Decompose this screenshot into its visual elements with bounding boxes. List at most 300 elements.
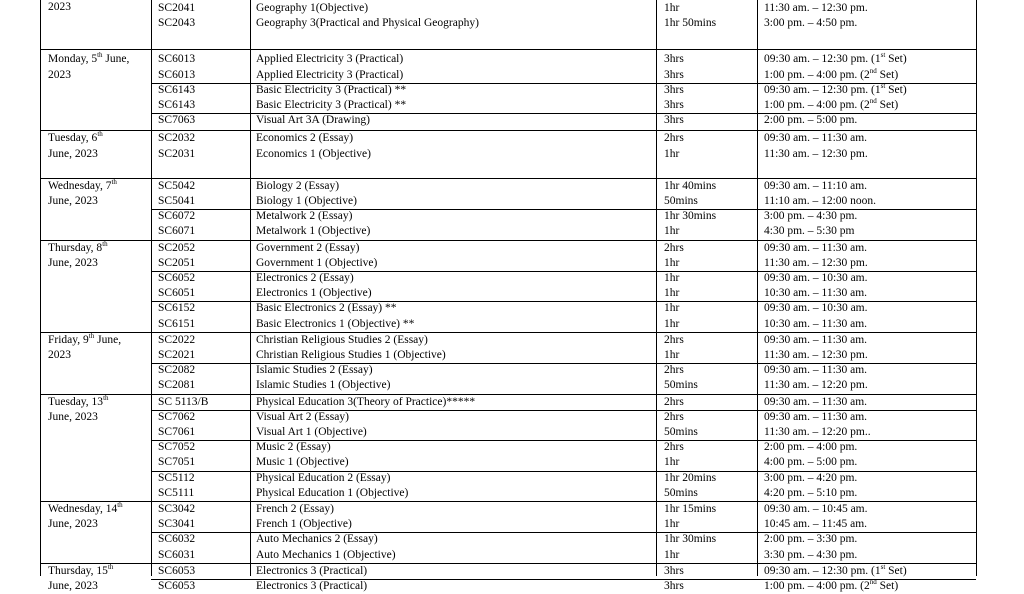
exam-subject <box>256 113 370 128</box>
exam-subject <box>256 317 414 332</box>
exam-time-text: 09:30 am. – 10:45 am. <box>764 503 868 515</box>
exam-duration <box>664 256 679 271</box>
exam-subject <box>256 209 352 224</box>
exam-code-text: SC6052 <box>158 272 196 284</box>
exam-date <box>48 68 71 83</box>
date-ordinal: th <box>103 393 109 402</box>
exam-code-text: SC6053 <box>158 580 196 592</box>
exam-time <box>764 52 907 67</box>
exam-duration <box>664 271 679 286</box>
exam-code-text: SC7062 <box>158 410 196 423</box>
exam-date <box>48 0 71 15</box>
exam-code-text: SC2051 <box>158 256 196 269</box>
exam-time-text: 3:00 pm. – 4:20 pm. <box>764 471 858 484</box>
exam-code-text: SC3042 <box>158 503 196 515</box>
exam-subject-text: Biology 1 (Objective) <box>256 195 357 207</box>
exam-duration-text: 1hr <box>664 317 680 330</box>
exam-code <box>158 301 195 316</box>
exam-code <box>158 113 195 128</box>
date-text: June, 2023 <box>48 256 98 269</box>
exam-time-text: 09:30 am. – 11:30 am. <box>764 395 868 408</box>
exam-duration-text: 1hr 15mins <box>664 503 717 515</box>
exam-time <box>764 271 868 286</box>
exam-date <box>48 194 98 209</box>
exam-subject-text: Economics 2 (Essay) <box>256 132 354 145</box>
exam-time <box>764 83 907 98</box>
exam-code-text: SC2041 <box>158 2 196 14</box>
set-ordinal: nd <box>869 578 877 586</box>
exam-time <box>764 16 857 31</box>
exam-time-text: Set) <box>885 53 907 66</box>
exam-time <box>764 68 898 83</box>
exam-subject <box>256 131 353 146</box>
column-divider <box>976 0 977 576</box>
date-ordinal: th <box>102 239 108 248</box>
exam-duration <box>664 517 679 532</box>
exam-date <box>48 410 98 425</box>
exam-time-text: 4:30 pm. – 5:30 pm <box>764 225 855 238</box>
exam-duration <box>664 548 679 563</box>
exam-duration-text: 1hr <box>664 548 680 561</box>
exam-duration <box>664 68 684 83</box>
exam-subject-text: Government 1 (Objective) <box>256 256 378 269</box>
exam-code-text: SC7051 <box>158 456 196 469</box>
exam-time <box>764 564 907 579</box>
exam-time <box>764 301 868 316</box>
exam-code-text: SC6013 <box>158 68 196 81</box>
exam-code-text: SC6152 <box>158 302 196 315</box>
date-text: Wednesday, 14 <box>48 503 118 515</box>
exam-subject <box>256 83 406 98</box>
exam-code-text: SC5042 <box>158 179 196 192</box>
exam-code <box>158 440 195 455</box>
exam-duration-text: 1hr <box>664 225 680 238</box>
exam-duration <box>664 194 698 209</box>
exam-subject-text: Applied Electricity 3 (Practical) <box>256 68 404 81</box>
date-text: June, 2023 <box>48 410 98 423</box>
exam-subject <box>256 348 446 363</box>
exam-time <box>764 179 867 194</box>
exam-code-text: SC7061 <box>158 426 196 438</box>
exam-time <box>764 378 868 393</box>
exam-subject-text: Auto Mechanics 1 (Objective) <box>256 548 396 561</box>
exam-duration <box>664 1 679 16</box>
date-text: Friday, 9 <box>48 333 89 346</box>
exam-time <box>764 455 857 470</box>
exam-subject <box>256 98 406 113</box>
exam-date <box>48 348 71 363</box>
exam-duration-text: 2hrs <box>664 333 684 346</box>
date-ordinal: th <box>117 501 123 509</box>
exam-time-text: 2:00 pm. – 4:00 pm. <box>764 441 858 454</box>
exam-time-text: Set) <box>876 99 899 111</box>
exam-date <box>48 517 98 532</box>
exam-code <box>158 395 208 410</box>
exam-subject <box>256 440 331 455</box>
exam-subject <box>256 395 475 410</box>
exam-code <box>158 333 195 348</box>
exam-time-text: 09:30 am. – 10:30 am. <box>764 302 868 315</box>
exam-duration <box>664 440 684 455</box>
exam-time-text: 09:30 am. – 11:30 am. <box>764 364 868 377</box>
row-divider <box>151 471 976 472</box>
exam-time <box>764 363 867 378</box>
exam-subject-text: French 1 (Objective) <box>256 518 352 531</box>
exam-duration-text: 3hrs <box>664 580 684 592</box>
exam-duration <box>664 16 716 31</box>
exam-subject-text: Basic Electronics 1 (Objective) ** <box>256 317 415 330</box>
exam-time-text: 11:30 am. – 12:30 pm. <box>764 2 868 14</box>
exam-time <box>764 410 867 425</box>
exam-subject <box>256 410 349 425</box>
exam-time-text: 09:30 am. – 11:30 am. <box>764 410 868 423</box>
exam-code <box>158 1 195 16</box>
exam-subject <box>256 1 368 16</box>
exam-code-text: SC6053 <box>158 564 196 577</box>
date-text: June, <box>94 333 122 346</box>
exam-time <box>764 241 867 256</box>
exam-duration-text: 1hr <box>664 147 680 160</box>
exam-time <box>764 502 868 517</box>
exam-time-text: 1:00 pm. – 4:00 pm. (2 <box>764 580 870 592</box>
date-text: Thursday, 8 <box>48 241 103 254</box>
exam-date <box>48 147 98 162</box>
exam-subject <box>256 363 373 378</box>
exam-duration <box>664 363 684 378</box>
exam-subject-text: French 2 (Essay) <box>256 503 334 515</box>
exam-time-text: 2:00 pm. – 5:00 pm. <box>764 114 858 127</box>
exam-code-text: SC2021 <box>158 349 196 361</box>
exam-time <box>764 131 867 146</box>
exam-time-text: 1:00 pm. – 4:00 pm. (2 <box>764 68 870 81</box>
exam-code <box>158 256 195 271</box>
exam-subject <box>256 224 370 239</box>
exam-time-text: 11:30 am. – 12:30 pm. <box>764 147 868 160</box>
exam-duration-text: 1hr <box>664 272 680 284</box>
exam-subject-text: Geography 1(Objective) <box>256 2 369 14</box>
exam-subject <box>256 271 354 286</box>
exam-code <box>158 194 195 209</box>
exam-duration <box>664 131 684 146</box>
exam-subject-text: Christian Religious Studies 1 (Objective) <box>256 349 446 361</box>
exam-code <box>158 286 195 301</box>
exam-code-text: SC7063 <box>158 114 196 127</box>
exam-subject-text: Auto Mechanics 2 (Essay) <box>256 533 378 546</box>
exam-code <box>158 147 195 162</box>
exam-time <box>764 1 868 16</box>
exam-code <box>158 131 195 146</box>
exam-code <box>158 378 195 393</box>
exam-time <box>764 256 868 271</box>
exam-subject-text: Christian Religious Studies 2 (Essay) <box>256 333 428 346</box>
exam-duration <box>664 179 716 194</box>
exam-time <box>764 194 876 209</box>
exam-duration-text: 1hr 30mins <box>664 210 717 223</box>
exam-subject <box>256 301 397 316</box>
exam-code-text: SC7052 <box>158 441 196 454</box>
exam-code-text: SC6071 <box>158 225 196 238</box>
exam-time-text: 09:30 am. – 12:30 pm. (1 <box>764 53 881 66</box>
exam-date <box>48 564 113 579</box>
exam-code-text: SC6032 <box>158 533 196 546</box>
exam-subject <box>256 333 428 348</box>
exam-time-text: 10:30 am. – 11:30 am. <box>764 317 868 330</box>
date-text: Tuesday, 6 <box>48 132 98 145</box>
exam-code-text: SC6143 <box>158 83 196 96</box>
date-text: 2023 <box>48 68 71 81</box>
exam-duration-text: 1hr 40mins <box>664 179 717 192</box>
exam-time-text: Set) <box>885 83 907 96</box>
exam-subject <box>256 16 479 31</box>
exam-code <box>158 68 195 83</box>
exam-time-text: 09:30 am. – 12:30 pm. (1 <box>764 564 881 577</box>
exam-duration <box>664 241 684 256</box>
exam-code-text: SC6013 <box>158 53 196 66</box>
exam-subject <box>256 532 378 547</box>
exam-subject-text: Basic Electricity 3 (Practical) ** <box>256 99 407 111</box>
exam-code-text: SC6143 <box>158 99 196 111</box>
date-text: June, 2023 <box>48 518 98 531</box>
date-text: June, 2023 <box>48 580 98 592</box>
exam-subject-text: Physical Education 2 (Essay) <box>256 471 391 484</box>
exam-code <box>158 224 195 239</box>
exam-code-text: SC 5113/B <box>158 395 209 408</box>
exam-time-text: 09:30 am. – 11:10 am. <box>764 179 868 192</box>
exam-duration <box>664 502 716 517</box>
exam-code <box>158 241 195 256</box>
exam-date <box>48 256 98 271</box>
exam-time-text: 3:30 pm. – 4:30 pm. <box>764 548 858 561</box>
exam-code-text: SC2031 <box>158 147 196 160</box>
exam-code <box>158 532 195 547</box>
exam-time-text: 3:00 pm. – 4:30 pm. <box>764 210 858 223</box>
exam-duration <box>664 224 679 239</box>
exam-duration-text: 1hr <box>664 456 680 469</box>
date-text: 2023 <box>48 349 71 361</box>
column-divider <box>250 0 251 576</box>
exam-duration <box>664 564 684 579</box>
exam-duration <box>664 486 698 501</box>
set-ordinal: st <box>880 51 886 60</box>
exam-duration <box>664 317 679 332</box>
exam-duration <box>664 52 684 67</box>
exam-duration-text: 1hr <box>664 302 680 315</box>
exam-time-text: Set) <box>876 580 899 592</box>
exam-time <box>764 286 867 301</box>
exam-code-text: SC2082 <box>158 364 196 377</box>
exam-code-text: SC2032 <box>158 132 196 145</box>
exam-duration <box>664 532 716 547</box>
column-divider <box>151 0 152 576</box>
date-text: 2023 <box>48 1 71 13</box>
exam-time <box>764 548 857 563</box>
exam-time-text: 11:30 am. – 12:30 pm. <box>764 349 868 361</box>
exam-time <box>764 579 898 594</box>
exam-duration-text: 3hrs <box>664 114 684 127</box>
exam-date <box>48 179 117 194</box>
exam-subject-text: Economics 1 (Objective) <box>256 147 371 160</box>
exam-subject <box>256 286 372 301</box>
exam-duration-text: 2hrs <box>664 395 684 408</box>
exam-time-text: 11:10 am. – 12:00 noon. <box>764 195 877 207</box>
exam-code-text: SC6072 <box>158 210 196 223</box>
exam-code <box>158 564 195 579</box>
exam-time-text: 09:30 am. – 11:30 am. <box>764 333 868 346</box>
exam-code-text: SC2022 <box>158 333 196 346</box>
exam-duration <box>664 348 679 363</box>
exam-time <box>764 395 867 410</box>
exam-time-text: 09:30 am. – 12:30 pm. (1 <box>764 83 881 96</box>
exam-time <box>764 532 857 547</box>
exam-date <box>48 579 98 594</box>
exam-duration <box>664 286 679 301</box>
exam-subject-text: Physical Education 1 (Objective) <box>256 486 409 499</box>
exam-code-text: SC2052 <box>158 241 196 254</box>
exam-duration-text: 3hrs <box>664 68 684 81</box>
exam-code-text: SC2081 <box>158 379 196 392</box>
exam-duration <box>664 410 684 425</box>
exam-time <box>764 348 868 363</box>
exam-time <box>764 147 868 162</box>
exam-duration-text: 3hrs <box>664 99 684 111</box>
exam-duration <box>664 83 684 98</box>
exam-duration-text: 1hr 30mins <box>664 533 717 546</box>
exam-time <box>764 440 857 455</box>
exam-date <box>48 502 123 517</box>
exam-subject-text: Electronics 3 (Practical) <box>256 580 368 592</box>
exam-subject <box>256 564 367 579</box>
exam-duration-text: 1hr <box>664 349 680 361</box>
exam-code <box>158 348 195 363</box>
exam-time <box>764 224 854 239</box>
exam-subject <box>256 502 334 517</box>
exam-time-text: 4:00 pm. – 5:00 pm. <box>764 456 858 469</box>
exam-duration <box>664 455 679 470</box>
exam-duration <box>664 113 684 128</box>
row-divider <box>151 83 976 84</box>
exam-time-text: 1:00 pm. – 4:00 pm. (2 <box>764 99 870 111</box>
exam-subject <box>256 548 396 563</box>
exam-code <box>158 455 195 470</box>
exam-code-text: SC5041 <box>158 195 196 207</box>
exam-subject-text: Visual Art 3A (Drawing) <box>256 114 370 127</box>
exam-time-text: 4:20 pm. – 5:10 pm. <box>764 486 858 499</box>
exam-time <box>764 98 898 113</box>
exam-duration-text: 2hrs <box>664 364 684 377</box>
exam-subject-text: Islamic Studies 2 (Essay) <box>256 364 373 377</box>
date-text: June, 2023 <box>48 147 98 160</box>
exam-duration <box>664 147 679 162</box>
exam-code <box>158 502 195 517</box>
exam-code <box>158 16 195 31</box>
exam-duration-text: 2hrs <box>664 241 684 254</box>
exam-time-text: Set) <box>885 564 907 577</box>
exam-duration <box>664 395 684 410</box>
exam-duration-text: 1hr <box>664 518 680 531</box>
exam-duration <box>664 471 716 486</box>
row-divider <box>151 209 976 210</box>
exam-code <box>158 98 195 113</box>
exam-duration-text: 3hrs <box>664 53 684 66</box>
exam-duration-text: 2hrs <box>664 410 684 423</box>
exam-subject <box>256 378 390 393</box>
exam-time-text: 3:00 pm. – 4:50 pm. <box>764 17 858 30</box>
exam-subject-text: Visual Art 1 (Objective) <box>256 426 367 438</box>
exam-subject-text: Music 2 (Essay) <box>256 441 331 454</box>
exam-time <box>764 425 871 440</box>
row-divider <box>40 49 976 50</box>
date-text: Tuesday, 13 <box>48 395 104 408</box>
row-divider <box>151 301 976 302</box>
date-ordinal: th <box>88 331 95 340</box>
row-divider <box>151 579 976 580</box>
exam-date <box>48 131 103 146</box>
exam-subject <box>256 579 367 594</box>
exam-code <box>158 425 195 440</box>
exam-code-text: SC5111 <box>158 486 195 499</box>
exam-subject-text: Electronics 3 (Practical) <box>256 564 368 577</box>
exam-subject-text: Electronics 2 (Essay) <box>256 272 354 284</box>
exam-duration-text: 1hr <box>664 2 680 14</box>
column-divider <box>40 0 41 576</box>
exam-duration <box>664 333 684 348</box>
exam-code <box>158 548 195 563</box>
exam-subject-text: Metalwork 2 (Essay) <box>256 210 353 223</box>
set-ordinal: nd <box>869 97 877 105</box>
exam-time-text: 11:30 am. – 12:30 pm. <box>764 256 868 269</box>
exam-time <box>764 317 867 332</box>
exam-time-text: 2:00 pm. – 3:30 pm. <box>764 533 858 546</box>
exam-code-text: SC6051 <box>158 287 196 300</box>
date-text: June, <box>102 53 130 66</box>
exam-duration-text: 3hrs <box>664 564 684 577</box>
exam-time-text: 11:30 am. – 12:20 pm. <box>764 379 868 392</box>
exam-time-text: 11:30 am. – 12:20 pm.. <box>764 426 871 438</box>
row-divider <box>151 410 976 411</box>
exam-subject-text: Visual Art 2 (Essay) <box>256 410 349 423</box>
exam-code <box>158 209 195 224</box>
set-ordinal: nd <box>869 66 877 75</box>
date-ordinal: th <box>97 130 103 139</box>
exam-code <box>158 179 195 194</box>
exam-code <box>158 271 195 286</box>
exam-code <box>158 517 195 532</box>
exam-subject <box>256 147 371 162</box>
exam-time <box>764 333 867 348</box>
exam-time <box>764 471 857 486</box>
exam-subject-text: Biology 2 (Essay) <box>256 179 340 192</box>
set-ordinal: st <box>880 562 886 571</box>
exam-duration <box>664 209 716 224</box>
exam-subject <box>256 68 403 83</box>
exam-duration-text: 1hr <box>664 256 680 269</box>
exam-date <box>48 333 121 348</box>
date-ordinal: th <box>111 177 117 186</box>
exam-duration-text: 1hr 50mins <box>664 17 717 30</box>
row-divider <box>151 532 976 533</box>
exam-subject-text: Physical Education 3(Theory of Practice)***** <box>256 395 476 408</box>
exam-time <box>764 517 867 532</box>
row-divider <box>151 271 976 272</box>
exam-subject <box>256 471 390 486</box>
exam-time <box>764 209 857 224</box>
exam-duration-text: 50mins <box>664 379 698 392</box>
exam-subject <box>256 194 357 209</box>
exam-time-text: 10:30 am. – 11:30 am. <box>764 287 868 300</box>
date-ordinal: th <box>97 51 103 60</box>
exam-code <box>158 83 195 98</box>
exam-duration <box>664 98 684 113</box>
